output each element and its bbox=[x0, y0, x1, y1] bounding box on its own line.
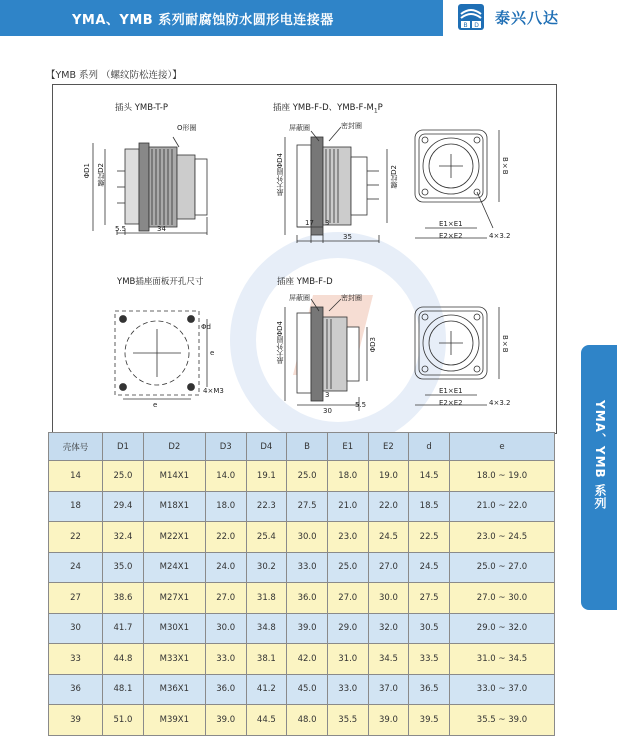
socket1-title bbox=[273, 101, 383, 115]
cell: 33.0 ~ 37.0 bbox=[449, 674, 554, 705]
cell: M14X1 bbox=[143, 461, 205, 492]
table-header-row bbox=[49, 433, 555, 461]
cell: 27.0 bbox=[368, 552, 409, 583]
cell: 41.7 bbox=[103, 613, 144, 644]
cell: 23.0 bbox=[327, 522, 368, 553]
cell: 19.1 bbox=[246, 461, 287, 492]
col-d2: D2 bbox=[143, 433, 205, 461]
cell: 39 bbox=[49, 705, 103, 736]
cell: 30.2 bbox=[246, 552, 287, 583]
dim-s2-3: 3 bbox=[325, 391, 330, 399]
label-e1e1-2: E1×E1 bbox=[439, 387, 463, 395]
logo-letter-d: D bbox=[474, 22, 479, 29]
table-row bbox=[49, 705, 555, 736]
cell: 39.0 bbox=[368, 705, 409, 736]
cell: 34.8 bbox=[246, 613, 287, 644]
cell: 22.0 bbox=[368, 491, 409, 522]
cell: M18X1 bbox=[143, 491, 205, 522]
table-row bbox=[49, 461, 555, 492]
table-row bbox=[49, 583, 555, 614]
cell: 22.0 bbox=[205, 522, 246, 553]
cell: 25.0 ~ 27.0 bbox=[449, 552, 554, 583]
table-row bbox=[49, 644, 555, 675]
cell: 33.0 bbox=[205, 644, 246, 675]
cell: 27.0 bbox=[327, 583, 368, 614]
cell: 21.0 ~ 22.0 bbox=[449, 491, 554, 522]
col-e: e bbox=[449, 433, 554, 461]
cell: 24 bbox=[49, 552, 103, 583]
table-row bbox=[49, 491, 555, 522]
dim-s1-3: 3 bbox=[325, 219, 330, 227]
cell: 35.5 bbox=[327, 705, 368, 736]
cell: 36 bbox=[49, 674, 103, 705]
series-side-label: YMA、YMB 系列 bbox=[593, 400, 607, 510]
drawing-svg bbox=[53, 85, 556, 433]
cell: 48.1 bbox=[103, 674, 144, 705]
cell: 51.0 bbox=[103, 705, 144, 736]
cell: 48.0 bbox=[287, 705, 328, 736]
cell: 22 bbox=[49, 522, 103, 553]
dim-s1-35: 35 bbox=[343, 233, 352, 241]
cell: 27 bbox=[49, 583, 103, 614]
cell: 14 bbox=[49, 461, 103, 492]
cell: 29.0 ~ 32.0 bbox=[449, 613, 554, 644]
label-e2e2-2: E2×E2 bbox=[439, 399, 463, 407]
cell: 14.5 bbox=[409, 461, 450, 492]
col-d: d bbox=[409, 433, 450, 461]
socket2-title: 插座 YMB-F-D bbox=[277, 277, 333, 287]
label-max-d4-b: 最大外圆ΦD4 bbox=[276, 321, 284, 365]
label-shield2: 屏蔽圈 bbox=[289, 294, 310, 302]
cell: 30.5 bbox=[409, 613, 450, 644]
cell: 38.6 bbox=[103, 583, 144, 614]
cell: 22.3 bbox=[246, 491, 287, 522]
col-d3: D3 bbox=[205, 433, 246, 461]
cell: 44.5 bbox=[246, 705, 287, 736]
cell: 19.0 bbox=[368, 461, 409, 492]
col-b: B bbox=[287, 433, 328, 461]
cell: 29.4 bbox=[103, 491, 144, 522]
label-bb2: B×B bbox=[501, 335, 509, 353]
dim-plug-55: 5.5 bbox=[115, 225, 127, 233]
cell: 27.5 bbox=[409, 583, 450, 614]
brand-logo-icon bbox=[458, 4, 484, 30]
cell: 29.0 bbox=[327, 613, 368, 644]
label-phi-d3: ΦD3 bbox=[369, 337, 377, 353]
cell: 42.0 bbox=[287, 644, 328, 675]
label-thread-d2: 螺纹D2 bbox=[97, 163, 105, 187]
label-shield1: 屏蔽圈 bbox=[289, 124, 310, 132]
socket1-title-tail: P bbox=[377, 103, 383, 113]
dim-s2-30: 30 bbox=[323, 407, 332, 415]
col-d1: D1 bbox=[103, 433, 144, 461]
cell: 36.0 bbox=[287, 583, 328, 614]
col-e1: E1 bbox=[327, 433, 368, 461]
cell: 39.0 bbox=[205, 705, 246, 736]
table-row bbox=[49, 522, 555, 553]
cell: 36.5 bbox=[409, 674, 450, 705]
cell: 27.0 bbox=[205, 583, 246, 614]
panel-title: YMB插座面板开孔尺寸 bbox=[117, 277, 204, 287]
cell: M27X1 bbox=[143, 583, 205, 614]
label-holes-m3: 4×M3 bbox=[203, 387, 224, 395]
cell: 24.5 bbox=[368, 522, 409, 553]
cell: 25.4 bbox=[246, 522, 287, 553]
cell: 41.2 bbox=[246, 674, 287, 705]
cell: 24.0 bbox=[205, 552, 246, 583]
socket1-title-sub: 1 bbox=[373, 107, 378, 115]
cell: 18.0 bbox=[205, 491, 246, 522]
section-subtitle: 【YMB 系列 （螺纹防松连接）】 bbox=[46, 70, 182, 81]
cell: M33X1 bbox=[143, 644, 205, 675]
cell: 14.0 bbox=[205, 461, 246, 492]
cell: 31.0 bbox=[327, 644, 368, 675]
cell: 23.0 ~ 24.5 bbox=[449, 522, 554, 553]
page-title: YMA、YMB 系列耐腐蚀防水圆形电连接器 bbox=[72, 13, 334, 28]
table-row bbox=[49, 613, 555, 644]
cell: 45.0 bbox=[287, 674, 328, 705]
cell: 35.0 bbox=[103, 552, 144, 583]
cell: 33 bbox=[49, 644, 103, 675]
cell: 34.5 bbox=[368, 644, 409, 675]
cell: 30.0 bbox=[287, 522, 328, 553]
cell: 32.0 bbox=[368, 613, 409, 644]
table-row bbox=[49, 552, 555, 583]
label-hole32-2: 4×3.2 bbox=[489, 399, 511, 407]
cell: 24.5 bbox=[409, 552, 450, 583]
dim-plug-34: 34 bbox=[157, 225, 166, 233]
table-body bbox=[49, 461, 555, 736]
cell: 18 bbox=[49, 491, 103, 522]
table-row bbox=[49, 674, 555, 705]
label-e2e2-1: E2×E2 bbox=[439, 232, 463, 240]
label-hole32-1: 4×3.2 bbox=[489, 232, 511, 240]
label-seal1: 密封圈 bbox=[341, 122, 362, 130]
label-e-horizontal: e bbox=[153, 401, 158, 409]
cell: 39.5 bbox=[409, 705, 450, 736]
socket1-drawing bbox=[285, 127, 387, 243]
cell: 18.5 bbox=[409, 491, 450, 522]
label-thread-d2-b: 螺纹D2 bbox=[390, 165, 398, 189]
cell: 18.0 ~ 19.0 bbox=[449, 461, 554, 492]
cell: M39X1 bbox=[143, 705, 205, 736]
cell: 38.1 bbox=[246, 644, 287, 675]
cell: 37.0 bbox=[368, 674, 409, 705]
label-phi-d: Φd bbox=[201, 323, 211, 331]
cell: 31.8 bbox=[246, 583, 287, 614]
col-shell: 壳体号 bbox=[49, 433, 103, 461]
label-seal2: 密封圈 bbox=[341, 294, 362, 302]
cell: 33.0 bbox=[287, 552, 328, 583]
label-max-d4: 最大外圆ΦD4 bbox=[276, 153, 284, 197]
cell: 32.4 bbox=[103, 522, 144, 553]
col-e2: E2 bbox=[368, 433, 409, 461]
cell: 27.5 bbox=[287, 491, 328, 522]
cell: 33.5 bbox=[409, 644, 450, 675]
dim-s1-17: 17 bbox=[305, 219, 314, 227]
label-e-vertical: e bbox=[210, 349, 215, 357]
cell: 30.0 bbox=[205, 613, 246, 644]
cell: 39.0 bbox=[287, 613, 328, 644]
cell: M22X1 bbox=[143, 522, 205, 553]
cell: 44.8 bbox=[103, 644, 144, 675]
cell: 36.0 bbox=[205, 674, 246, 705]
technical-drawing bbox=[52, 84, 557, 434]
cell: 30 bbox=[49, 613, 103, 644]
cell: 27.0 ~ 30.0 bbox=[449, 583, 554, 614]
label-oring: O形圈 bbox=[177, 124, 197, 132]
plug-drawing bbox=[93, 137, 207, 235]
panel-cutout-drawing bbox=[115, 311, 207, 399]
cell: 25.0 bbox=[103, 461, 144, 492]
cell: 31.0 ~ 34.5 bbox=[449, 644, 554, 675]
cell: M36X1 bbox=[143, 674, 205, 705]
spec-table bbox=[48, 432, 555, 736]
label-e1e1-1: E1×E1 bbox=[439, 220, 463, 228]
label-phi-d1: ΦD1 bbox=[83, 163, 91, 179]
cell: 22.5 bbox=[409, 522, 450, 553]
cell: 35.5 ~ 39.0 bbox=[449, 705, 554, 736]
cell: M24X1 bbox=[143, 552, 205, 583]
cell: 21.0 bbox=[327, 491, 368, 522]
brand-name: 泰兴八达 bbox=[495, 9, 560, 27]
col-d4: D4 bbox=[246, 433, 287, 461]
cell: M30X1 bbox=[143, 613, 205, 644]
cell: 25.0 bbox=[287, 461, 328, 492]
socket1-title-main: 插座 YMB-F-D、YMB-F-M bbox=[273, 103, 374, 113]
cell: 25.0 bbox=[327, 552, 368, 583]
label-bb1: B×B bbox=[501, 157, 509, 175]
cell: 33.0 bbox=[327, 674, 368, 705]
logo-letter-b: B bbox=[463, 22, 468, 29]
dim-s2-55: 5.5 bbox=[355, 401, 367, 409]
cell: 30.0 bbox=[368, 583, 409, 614]
plug-title: 插头 YMB-T-P bbox=[115, 103, 168, 113]
cell: 18.0 bbox=[327, 461, 368, 492]
